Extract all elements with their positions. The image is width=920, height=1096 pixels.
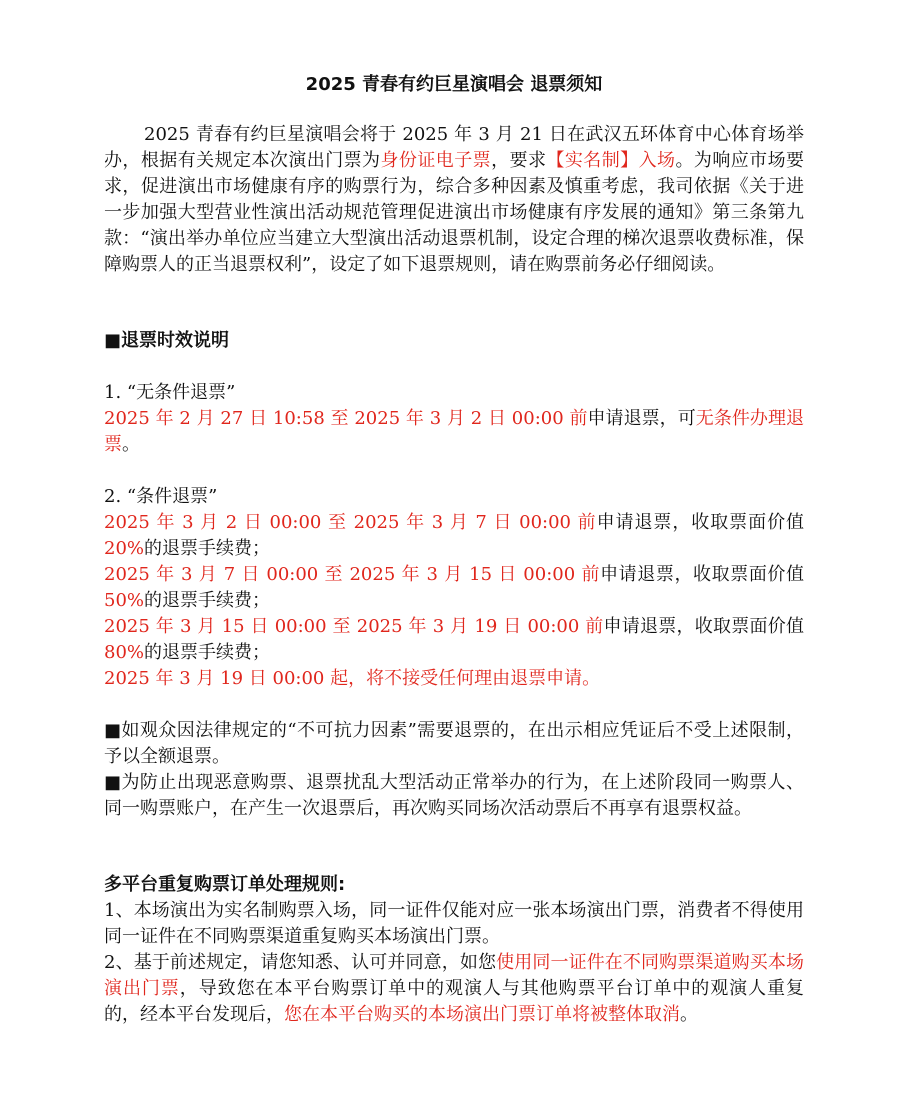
page-title: 2025 青春有约巨星演唱会 退票须知 xyxy=(305,74,603,95)
unconditional-period: 2025 年 2 月 27 日 10:58 至 2025 年 3 月 2 日 00:00 前 xyxy=(104,408,588,429)
conditional-rule-3 xyxy=(104,614,804,666)
rule-1-text: 申请退票，收取票面价值 xyxy=(596,512,805,533)
unconditional-text-1: 申请退票，可 xyxy=(587,408,696,429)
unconditional-highlight: 无条件办理退票 xyxy=(104,408,805,455)
intro-realname-entry: 【实名制】入场 xyxy=(546,150,676,171)
multi-platform-rule-1: 1、本场演出为实名制购票入场，同一证件仅能对应一张本场演出门票，消费者不得使用同一证件在不同购票渠道重复购买本场演出门票。 xyxy=(104,900,804,947)
rule-3-text: 申请退票，收取票面价值 xyxy=(603,616,804,637)
conditional-rule-2 xyxy=(104,562,804,614)
item-conditional-title: 2. “条件退票” xyxy=(104,486,218,507)
unconditional-text-2: 。 xyxy=(122,434,140,455)
rule-1-suffix: 的退票手续费； xyxy=(144,538,271,559)
rule-1-period: 2025 年 3 月 2 日 00:00 至 2025 年 3 月 7 日 00:00 前 xyxy=(104,512,597,533)
rule2-text-2: ，导致您在本平台购票订单中的观演人与其他购票平台订单中的观演人重复的，经本平台发现后， xyxy=(104,978,804,1025)
rule-2-percent: 50% xyxy=(104,590,145,611)
conditional-rule-1 xyxy=(104,510,804,562)
rule-2-suffix: 的退票手续费； xyxy=(144,590,271,611)
note-malicious-purchase: ■为防止出现恶意购票、退票扰乱大型活动正常举办的行为，在上述阶段同一购票人、同一购票账户，在产生一次退票后，再次购买同场次活动票后不再享有退票权益。 xyxy=(104,772,804,819)
intro-text-2: ，要求 xyxy=(491,150,547,171)
rule-3-percent: 80% xyxy=(104,642,145,663)
item-unconditional-title: 1. “无条件退票” xyxy=(104,382,236,403)
rule2-text-1: 2、基于前述规定，请您知悉、认可并同意，如您 xyxy=(104,952,497,973)
intro-text-1: 2025 青春有约巨星演唱会将于 2025 年 3 月 21 日在武汉五环体育中心体育场举办，根据有关规定本次演出门票为 xyxy=(104,124,804,171)
intro-ticket-type: 身份证电子票 xyxy=(380,150,492,171)
item-unconditional-body xyxy=(104,406,804,458)
rule-1-percent: 20% xyxy=(104,538,145,559)
rule-2-period: 2025 年 3 月 7 日 00:00 至 2025 年 3 月 15 日 00:00 前 xyxy=(104,564,601,585)
rule-3-suffix: 的退票手续费； xyxy=(144,642,271,663)
rule-2-text: 申请退票，收取票面价值 xyxy=(600,564,805,585)
rule-3-period: 2025 年 3 月 15 日 00:00 至 2025 年 3 月 19 日 00:00 前 xyxy=(104,616,604,637)
note-force-majeure: ■如观众因法律规定的“不可抗力因素”需要退票的，在出示相应凭证后不受上述限制，予以全额退票。 xyxy=(104,720,804,767)
rule2-highlight-1: 使用同一证件在不同购票渠道购买本场演出门票 xyxy=(104,952,805,999)
rule2-text-3: 。 xyxy=(680,1004,698,1025)
multi-platform-rule-2 xyxy=(104,950,804,1028)
intro-paragraph xyxy=(104,122,804,278)
section-heading-multi-platform: 多平台重复购票订单处理规则: xyxy=(104,874,346,895)
section-heading-refund-timing: ■退票时效说明 xyxy=(104,330,230,351)
conditional-rule-4 xyxy=(104,666,804,692)
rule2-highlight-2: 您在本平台购买的本场演出门票订单将被整体取消 xyxy=(284,1004,680,1025)
rule-4-text: 2025 年 3 月 19 日 00:00 起，将不接受任何理由退票申请。 xyxy=(104,668,601,689)
intro-text-3: 。为响应市场要求，促进演出市场健康有序的购票行为，综合多种因素及慎重考虑，我司依据《关于进一步加强大型营业性演出活动规范管理促进演出市场健康有序发展的通知》第三条第九款：“演出举办单位应当建立大型演出活动退票机制，设定合理的梯次退票收费标准，保障购票人的正当退票权利”，设定了如下退票规则，请在购票前务必仔细阅读。 xyxy=(104,150,805,275)
